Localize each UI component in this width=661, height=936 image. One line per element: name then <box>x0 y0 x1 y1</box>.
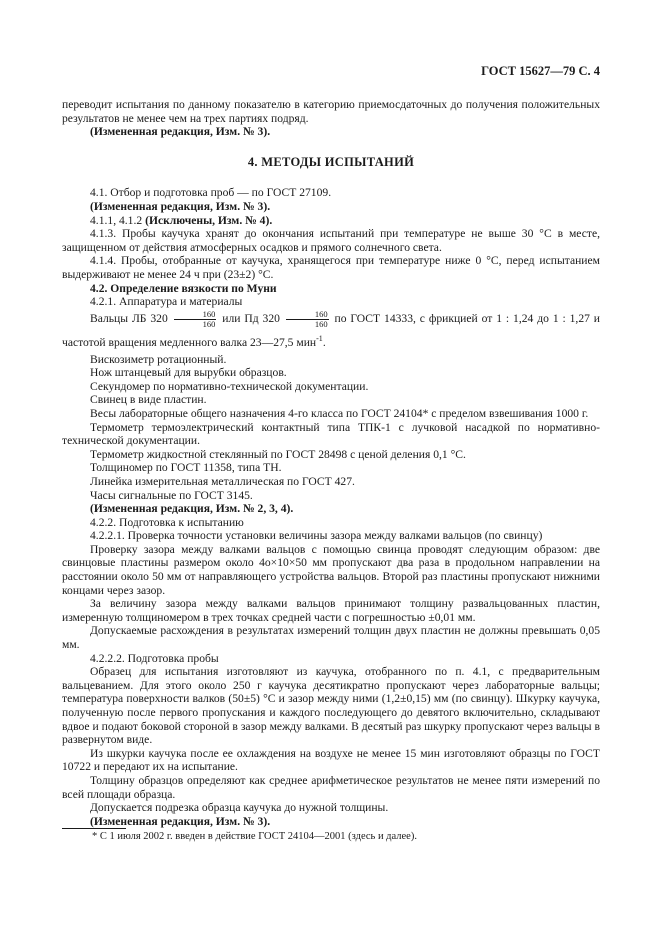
rolls-spec <box>62 309 600 353</box>
footnote: * С 1 июля 2002 г. введен в действие ГОСТ 24104—2001 (здесь и далее). <box>92 831 417 842</box>
rolls-text-c: по ГОСТ 14333, с фрикцией от 1 : 1,24 до 1 : 1,27 и частотой вращения медленного валка 23—27,5 мин <box>62 311 601 349</box>
fraction-numerator: 160 <box>174 310 217 320</box>
rolls-superscript: -1 <box>316 333 323 343</box>
equipment-item: Часы сигнальные по ГОСТ 3145. <box>90 488 253 502</box>
amendment-note: (Измененная редакция, Изм. № 3). <box>90 199 271 213</box>
rolls-end: . <box>322 335 326 349</box>
sample-prep-paragraph: Из шкурки каучука после ее охлаждения на воздухе не менее 15 мин изготовляют образцы по ГОСТ 10722 и передают их на испытание. <box>62 746 600 774</box>
page-header: ГОСТ 15627—79 С. 4 <box>481 64 600 78</box>
footnote-divider <box>62 828 126 829</box>
clause-4-2-2-1: 4.2.2.1. Проверка точности установки величины зазора между валками вальцов (по свинцу) <box>90 529 543 543</box>
amendment-note: (Измененная редакция, Изм. № 2, 3, 4). <box>90 502 294 516</box>
fraction-denominator: 160 <box>314 318 328 329</box>
gap-check-paragraph: За величину зазора между валками вальцов принимают толщину развальцованных пластин, измеренную толщиномером в трех точках средней части с погрешностью ±0,01 мм. <box>62 597 600 624</box>
clause-4-1-4: 4.1.4. Пробы, отобранные от каучука, хранящегося при температуре ниже 0 °С, перед испытанием выдерживают не менее 24 ч при (23±2) °С. <box>62 254 600 281</box>
fraction-denominator: 160 <box>202 318 216 329</box>
rolls-text-b: или Пд 320 <box>218 311 284 325</box>
clause-4-2-2: 4.2.2. Подготовка к испытанию <box>90 515 244 529</box>
equipment-item: Свинец в виде пластин. <box>90 393 207 407</box>
equipment-item: Толщиномер по ГОСТ 11358, типа ТН. <box>90 461 282 475</box>
sample-prep-paragraph: Образец для испытания изготовляют из каучука, отобранного по п. 4.1, с предварительным вальцеванием. Для этого около 250 г каучука десятикратно пропускают через лабораторные вальцы; температура поверхности валков (50±5) °С и зазор между ними (1,2±0,15) мм (по свинцу). Шкурку каучука, полученную после первого пропускания и каждого последующего до девятого включительно, складывают вдвое и подают боковой стороной в зазор между валками. В десятый раз шкурку пропускают через вальцы в развернутом виде. <box>62 665 600 747</box>
rolls-fraction-1 <box>174 310 217 329</box>
equipment-item: Термометр термоэлектрический контактный типа ТПК-1 с лучковой насадкой по нормативно-технической документации. <box>62 420 600 448</box>
equipment-item: Секундомер по нормативно-технической документации. <box>90 379 369 393</box>
sample-prep-paragraph: Толщину образцов определяют как среднее арифметическое результатов не менее пяти измерений по всей площади образца. <box>62 773 600 801</box>
equipment-item: Линейка измерительная металлическая по ГОСТ 427. <box>90 474 355 488</box>
rolls-fraction-2 <box>286 310 329 329</box>
clause-4-2-1: 4.2.1. Аппаратура и материалы <box>90 295 243 309</box>
gap-check-paragraph: Проверку зазора между валками вальцов с помощью свинца проводят следующим образом: две свинцовые пластины размером около 4о×10×50 мм пропускают два раза в продольном направлении на расстоянии около 50 мм от направляющего устройства вальцов. Второй раз пластины пропускают нижними концами через зазор. <box>62 542 600 597</box>
equipment-item: Вискозиметр ротационный. <box>90 352 227 366</box>
rolls-text-a: Вальцы ЛБ 320 <box>90 311 172 325</box>
document-body <box>62 98 600 828</box>
equipment-item: Термометр жидкостной стеклянный по ГОСТ 28498 с ценой деления 0,1 °С. <box>90 447 466 461</box>
clause-number: 4.1.1, 4.1.2 <box>90 213 146 227</box>
amendment-note: (Измененная редакция, Изм. № 3). <box>90 125 271 139</box>
equipment-item: Весы лабораторные общего назначения 4-го класса по ГОСТ 24104* с пределом взвешивания 1000 г. <box>90 406 589 420</box>
amendment-note: (Измененная редакция, Изм. № 3). <box>90 814 271 828</box>
sample-prep-paragraph: Допускается подрезка образца каучука до нужной толщины. <box>90 801 389 815</box>
clause-4-1-1 <box>62 214 600 228</box>
clause-4-1-3: 4.1.3. Пробы каучука хранят до окончания испытаний при температуре не выше 30 °С в месте, защищенном от действия атмосферных осадков и прямого солнечного света. <box>62 227 600 254</box>
equipment-item: Нож штанцевый для вырубки образцов. <box>90 366 287 380</box>
fraction-numerator: 160 <box>286 310 329 320</box>
gap-check-paragraph: Допускаемые расхождения в результатах измерений толщин двух пластин не должны превышать 0,05 мм. <box>62 624 600 652</box>
clause-4-2-2-2: 4.2.2.2. Подготовка пробы <box>90 651 219 665</box>
section-title: 4. МЕТОДЫ ИСПЫТАНИЙ <box>247 154 415 169</box>
clause-4-1: 4.1. Отбор и подготовка проб — по ГОСТ 27109. <box>90 186 332 200</box>
amendment-note: (Исключены, Изм. № 4). <box>145 213 273 227</box>
paragraph-continuation: переводит испытания по данному показателю в категорию приемосдаточных до получения положительных результатов не менее чем на трех партиях подряд. <box>62 98 600 125</box>
clause-4-2: 4.2. Определение вязкости по Муни <box>90 281 277 295</box>
